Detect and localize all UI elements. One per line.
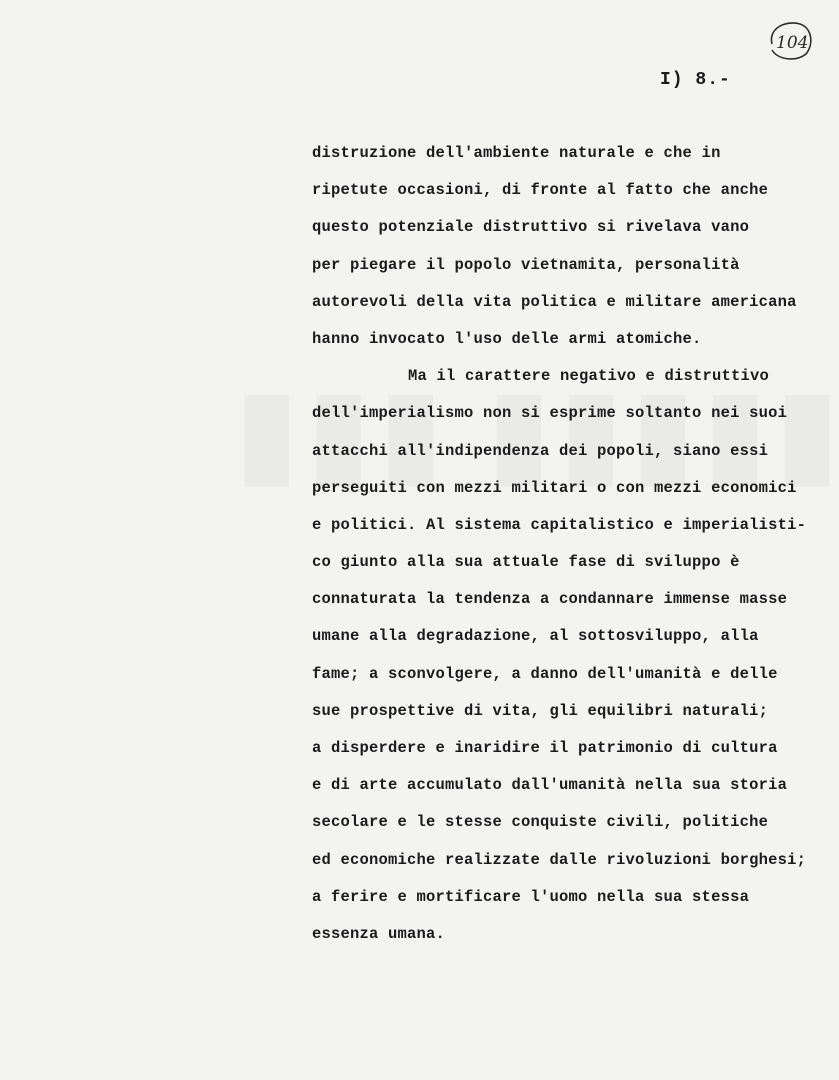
text-line: hanno invocato l'uso delle armi atomiche. bbox=[312, 329, 702, 348]
folio-number: 104 bbox=[776, 33, 809, 53]
body-text bbox=[312, 135, 832, 953]
text-line: umane alla degradazione, al sottosviluppo, alla bbox=[312, 627, 759, 646]
text-line: a ferire e mortificare l'uomo nella sua stessa bbox=[312, 887, 750, 906]
text-line: autorevoli della vita politica e militare americana bbox=[312, 292, 797, 311]
folio-stamp bbox=[764, 16, 816, 64]
folio-circle-icon bbox=[764, 16, 816, 64]
text-line: ripetute occasioni, di fronte al fatto che anche bbox=[312, 181, 769, 200]
text-line: secolare e le stesse conquiste civili, politiche bbox=[312, 813, 769, 832]
text-line: co giunto alla sua attuale fase di sviluppo è bbox=[312, 553, 740, 572]
text-line-paragraph-start: Ma il carattere negativo e distruttivo bbox=[408, 367, 770, 386]
text-line: e di arte accumulato dall'umanità nella sua storia bbox=[312, 776, 788, 795]
text-line: perseguiti con mezzi militari o con mezzi economici bbox=[312, 478, 797, 497]
text-line: distruzione dell'ambiente naturale e che in bbox=[312, 144, 721, 162]
text-line: sue prospettive di vita, gli equilibri naturali; bbox=[312, 701, 769, 720]
text-line: questo potenziale distruttivo si rivelava vano bbox=[312, 218, 750, 237]
text-line: dell'imperialismo non si esprime soltanto nei suoi bbox=[312, 404, 788, 423]
text-line: a disperdere e inaridire il patrimonio di cultura bbox=[312, 739, 778, 757]
text-line: connaturata la tendenza a condannare immense masse bbox=[312, 590, 788, 609]
text-line: attacchi all'indipendenza dei popoli, siano essi bbox=[312, 441, 769, 460]
text-line: ed economiche realizzate dalle rivoluzioni borghesi; bbox=[312, 850, 807, 869]
text-line: per piegare il popolo vietnamita, personalità bbox=[312, 255, 740, 274]
text-line: essenza umana. bbox=[312, 924, 446, 943]
text-line: fame; a sconvolgere, a danno dell'umanità e delle bbox=[312, 664, 778, 683]
page-number: I) 8.- bbox=[660, 70, 731, 90]
text-line: e politici. Al sistema capitalistico e imperialisti- bbox=[312, 515, 807, 534]
